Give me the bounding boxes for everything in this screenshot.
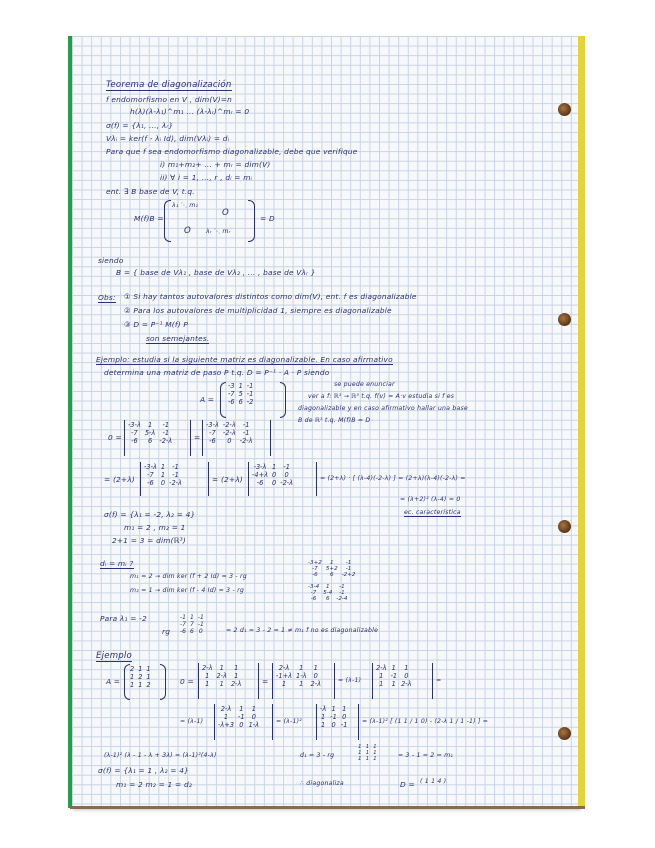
matrix-cell: 2	[146, 681, 151, 689]
matrix-label: D =	[400, 780, 415, 789]
matrix-bracket	[248, 200, 255, 242]
rank-matrix: -1 1 -1 -7 7 -1 -6 6 0	[180, 614, 204, 635]
det-bar	[198, 663, 199, 699]
equation: = (λ-1)² [ (1 1 / 1 0) - (2-λ 1 / 1 -1) ] =	[362, 718, 489, 725]
matrix-cell: -6	[228, 398, 235, 406]
det-bar	[272, 663, 273, 699]
diag-entry: λᵣ ⋱ mᵣ	[206, 228, 231, 235]
note-line: i) m₁+m₂+ ... + mᵣ = dim(V)	[160, 160, 271, 169]
side-note: ver a f: ℝ³ → ℝ³ t.q. f(v) = A·v estudia si f es	[308, 393, 455, 400]
det-matrix: -3-λ 1 -1 -7 5-λ -1 -6 6 -2-λ	[128, 421, 173, 445]
equals: =	[262, 677, 269, 686]
note-line: Vλᵢ = ker(f - λᵢ Id), dim(Vλᵢ) = dᵢ	[106, 134, 230, 143]
dim-line: m₁ = 2 → dim ker (f + 2 Id) = 3 - rg	[130, 573, 247, 580]
matrix-label: A =	[200, 395, 215, 404]
diag-entry: λ₁ ⋱ m₁	[172, 202, 199, 209]
det-matrix: -3-λ 1 -1 -7 1 -1 -6 0 -2-λ	[144, 463, 182, 487]
det-bar	[208, 462, 209, 496]
det-matrix: 2-λ 1 1 -1+λ 1-λ 0 1 1 2-λ	[276, 664, 321, 688]
punch-hole	[558, 313, 571, 326]
para-line: Para λ₁ = -2	[100, 614, 147, 623]
det-bar	[316, 462, 317, 496]
equation: 0 =	[108, 433, 122, 442]
matrix-cell: 1	[130, 673, 135, 681]
obs-line: ③ D = P⁻¹ M(f) P	[124, 320, 188, 329]
matrix-eq: = D	[260, 214, 275, 223]
yellow-folder-edge	[578, 36, 585, 808]
matrix-cell: 1	[146, 673, 151, 681]
dim-line: d₁ = 3 - rg	[300, 752, 335, 759]
note-line: f endomorfismo en V , dim(V)=n	[106, 95, 233, 104]
equation: = (2+λ)	[104, 475, 135, 484]
equation: 0 =	[180, 677, 194, 686]
matrix-cell: 1	[130, 681, 135, 689]
matrix-cell: 1	[138, 681, 143, 689]
det-matrix: -3-λ -2-λ -1 -7 -2-λ -1 -6 0 -2-λ	[206, 421, 253, 445]
equals: =	[436, 677, 442, 684]
example-heading: Ejemplo: estudia si la siguiente matriz es diagonalizable. En caso afirmativo	[96, 355, 393, 364]
det-bar	[372, 663, 373, 699]
det-bar	[214, 704, 215, 740]
matrix-cell: 1	[138, 665, 143, 673]
small-matrix: 1 1 1 1 1 1 1 1 1	[358, 744, 377, 762]
matrix-cell: 5	[238, 390, 243, 398]
sum-check: 2+1 = 3 = dim(ℝ³)	[112, 536, 187, 545]
det-matrix: -λ 1 1 1 -1 0 1 0 -1	[320, 705, 348, 729]
det-matrix: -3-λ 1 -1 -4+λ 0 0 -6 0 -2-λ	[252, 463, 294, 487]
example-line: determina una matriz de paso P t.q. D = P⁻¹ · A · P siendo	[104, 368, 330, 377]
side-note: B de ℝ³ t.q. M(f)B = D	[298, 417, 371, 424]
multiplicities: m₁ = 2 m₂ = 1 = d₂	[116, 780, 193, 789]
example-heading: Ejemplo	[96, 651, 132, 661]
matrix-cell: -2	[246, 398, 254, 406]
zero-block: O	[222, 208, 229, 218]
det-bar	[124, 420, 125, 456]
spectrum: σ(f) = {λ₁ = 1 , λ₂ = 4}	[98, 766, 190, 775]
equation: ec. característica	[404, 509, 461, 516]
small-matrix: -3-4 1 -1 -7 5-4 -1 -6 6 -2-4	[308, 584, 348, 602]
matrix-bracket	[280, 382, 286, 418]
folder-bottom-edge	[70, 806, 585, 809]
det-bar	[248, 462, 249, 496]
conclusion: ∴ diagonaliza	[300, 780, 344, 787]
matrix-cell: 2	[130, 665, 135, 673]
det-matrix: 2-λ 1 1 1 -1 0 -λ+3 0 1-λ	[218, 705, 260, 729]
spectrum: σ(f) = {λ₁ = -2, λ₂ = 4}	[104, 510, 196, 519]
matrix-label: A =	[106, 677, 121, 686]
side-note: se puede enunciar	[334, 381, 395, 388]
equation: (λ-1)² (λ - 1 - λ + 3λ) = (λ-1)²(4-λ)	[104, 752, 217, 759]
rank-result: = 2 d₁ = 3 - 2 = 1 ≠ m₁ f no es diagonalizable	[226, 627, 379, 634]
note-line: Para que f sea endomorfismo diagonalizable, debe que verifique	[106, 147, 358, 156]
det-bar	[432, 663, 433, 699]
det-bar	[270, 420, 271, 456]
matrix-cell: -1	[246, 382, 254, 390]
obs-line: ① Si hay tantos autovalores distintos como dim(V), ent. f es diagonalizable	[124, 292, 417, 301]
matrix-cell: -1	[246, 390, 254, 398]
punch-hole	[558, 520, 571, 533]
matrix-label: M(f)B =	[134, 214, 164, 223]
matrix-bracket	[160, 664, 166, 700]
obs-label: Obs:	[98, 293, 116, 302]
dim-line: = 3 - 1 = 2 = m₁	[398, 752, 454, 759]
obs-line: son semejantes.	[146, 334, 210, 343]
punch-hole	[558, 103, 571, 116]
note-line: h(λ)(λ-λ₁)^m₁ ... (λ-λᵣ)^mᵣ = 0	[130, 107, 250, 116]
obs-line: ② Para los autovalores de multiplicidad 1, siempre es diagonalizable	[124, 306, 392, 315]
note-line: ii) ∀ i = 1, ..., r , dᵢ = mᵢ	[160, 173, 253, 182]
zero-block: O	[184, 226, 191, 236]
note-line: σ(f) = {λ₁, ..., λᵣ}	[106, 121, 174, 130]
equation: = (2+λ) · [ (λ-4)(-2-λ) ] = (2+λ)(λ-4)(-2-λ) =	[320, 475, 466, 482]
equals: = (λ-1)²	[276, 718, 302, 725]
det-bar	[258, 663, 259, 699]
equation: = (λ+2)² (λ-4) = 0	[400, 496, 461, 503]
det-bar	[272, 704, 273, 740]
det-bar	[316, 704, 317, 740]
matrix-cell: -3	[228, 382, 235, 390]
matrix-cell: 1	[146, 665, 151, 673]
matrix-cell: 6	[238, 398, 243, 406]
det-matrix: 2-λ 1 1 1 2-λ 1 1 1 2-λ	[202, 664, 242, 688]
diag-matrix: ( 1 1 4 )	[420, 778, 447, 785]
note-line: B = { base de Vλ₁ , base de Vλ₂ , ... , base de Vλᵣ }	[116, 268, 316, 277]
note-title: Teorema de diagonalización	[106, 80, 232, 90]
matrix-A2	[128, 665, 153, 689]
det-bar	[140, 462, 141, 496]
det-bar	[358, 704, 359, 740]
punch-hole	[558, 727, 571, 740]
matrix-bracket	[164, 200, 171, 242]
det-bar	[190, 420, 191, 456]
note-line: siendo	[98, 256, 124, 265]
matrix-A1	[226, 382, 255, 406]
small-matrix: -3+2 1 -1 -7 5+2 -1 -6 6 -2+2	[308, 560, 356, 578]
det-bar	[334, 663, 335, 699]
equals: = (λ-1)	[180, 718, 204, 725]
matrix-cell: 2	[138, 673, 143, 681]
note-line: ent. ∃ B base de V, t.q.	[106, 187, 195, 196]
matrix-cell: -7	[228, 390, 235, 398]
equals: = (λ-1)	[338, 677, 362, 684]
condition: dᵢ = mᵢ ?	[100, 559, 134, 568]
multiplicities: m₁ = 2 , m₂ = 1	[124, 523, 186, 532]
side-note: diagonalizable y en caso afirmativo hallar una base	[298, 405, 468, 412]
det-matrix: 2-λ 1 1 1 -1 0 1 1 2-λ	[376, 664, 412, 688]
equals: =	[194, 433, 201, 442]
matrix-cell: 1	[238, 382, 243, 390]
det-bar	[202, 420, 203, 456]
equation: = (2+λ)	[212, 475, 243, 484]
rank-label: rg	[162, 627, 171, 636]
dim-line: m₂ = 1 → dim ker (f - 4 Id) = 3 - rg	[130, 587, 244, 594]
